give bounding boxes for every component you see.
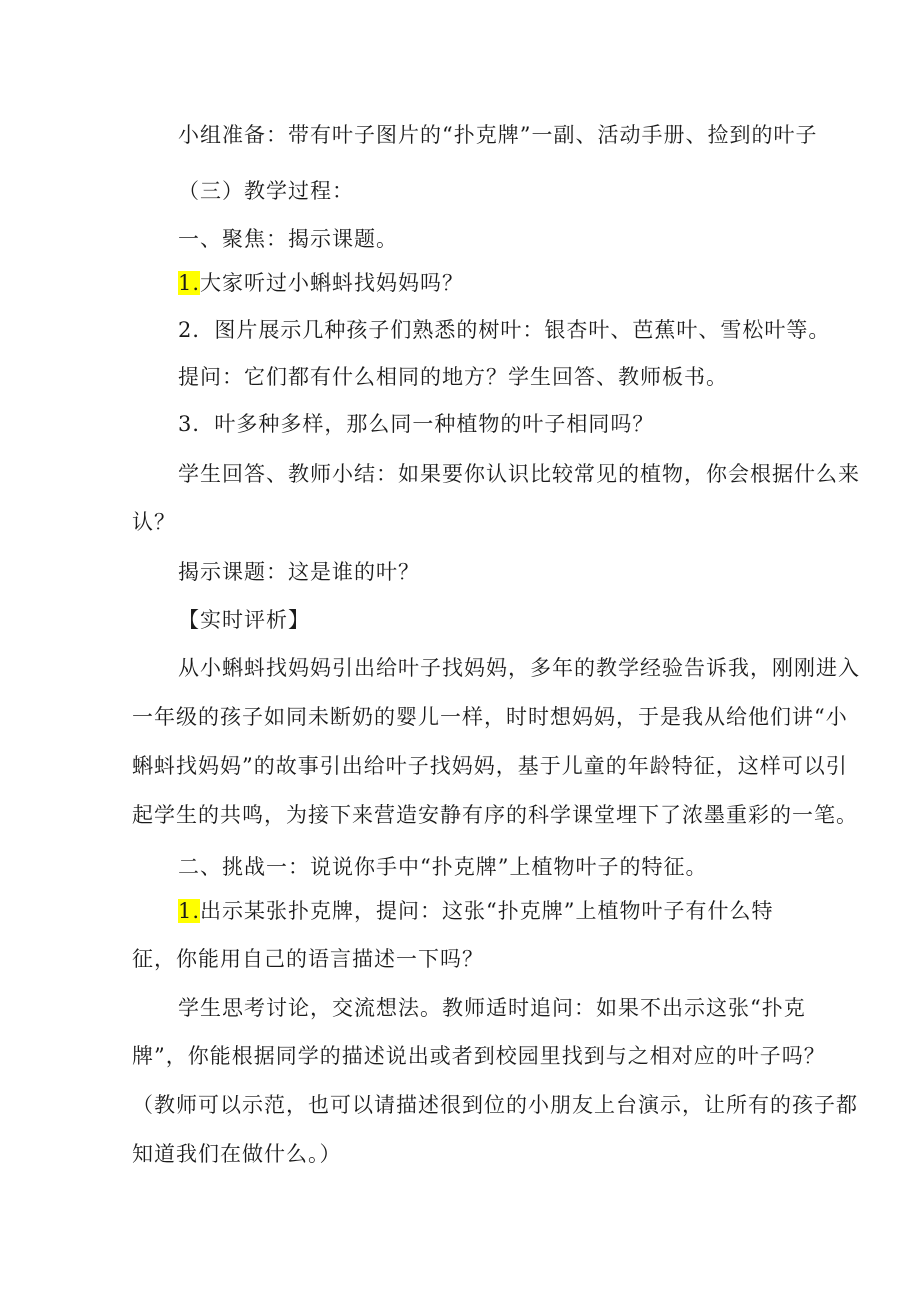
list-item-2: 2．图片展示几种孩子们熟悉的树叶：银杏叶、芭蕉叶、雪松叶等。 (178, 318, 831, 342)
question-text: 提问：它们都有什么相同的地方？学生回答、教师板书。 (178, 365, 728, 389)
list-item-1 (178, 268, 464, 298)
list-item-3: 3．叶多种多样，那么同一种植物的叶子相同吗？ (178, 412, 655, 436)
paragraph-summary-line-2: 认？ (132, 510, 176, 534)
list-item-text: 大家听过小蝌蚪找妈妈吗？ (200, 271, 465, 295)
note-line-1: （教师可以示范，也可以请描述很到位的小朋友上台演示，让所有的孩子都 (132, 1093, 858, 1117)
analysis-paragraph-line-2: 一年级的孩子如同未断奶的婴儿一样，时时想妈妈，于是我从给他们讲“小 (132, 705, 848, 729)
challenge-item-1-line-1 (178, 896, 774, 926)
highlighted-number: 1. (178, 899, 201, 923)
discussion-line-2: 牌”，你能根据同学的描述说出或者到校园里找到与之相对应的叶子吗？ (132, 1044, 826, 1068)
highlighted-number: 1. (178, 271, 201, 295)
discussion-line-1: 学生思考讨论，交流想法。教师适时追问：如果不出示这张“扑克 (178, 996, 806, 1020)
heading-challenge-one: 二、挑战一：说说你手中“扑克牌”上植物叶子的特征。 (178, 855, 708, 879)
analysis-paragraph-line-3: 蝌蚪找妈妈”的故事引出给叶子找妈妈，基于儿童的年龄特征，这样可以引 (132, 754, 848, 778)
paragraph-summary-line-1: 学生回答、教师小结：如果要你认识比较常见的植物，你会根据什么来 (178, 462, 860, 486)
note-line-2: 知道我们在做什么。） (132, 1142, 342, 1166)
analysis-heading: 【实时评析】 (178, 608, 310, 632)
heading-focus: 一、聚焦：揭示课题。 (178, 227, 398, 251)
section-heading-teaching-process: （三）教学过程： (178, 179, 354, 203)
paragraph-group-preparation: 小组准备：带有叶子图片的“扑克牌”一副、活动手册、捡到的叶子 (178, 123, 818, 147)
reveal-topic-text: 揭示课题：这是谁的叶？ (178, 560, 420, 584)
analysis-paragraph-line-1: 从小蝌蚪找妈妈引出给叶子找妈妈，多年的教学经验告诉我，刚刚进入 (178, 656, 860, 680)
challenge-item-1-line-2: 征，你能用自己的语言描述一下吗？ (132, 947, 484, 971)
list-item-text: 出示某张扑克牌，提问：这张“扑克牌”上植物叶子有什么特 (200, 899, 774, 923)
analysis-paragraph-line-4: 起学生的共鸣，为接下来营造安静有序的科学课堂埋下了浓墨重彩的一笔。 (132, 803, 858, 827)
